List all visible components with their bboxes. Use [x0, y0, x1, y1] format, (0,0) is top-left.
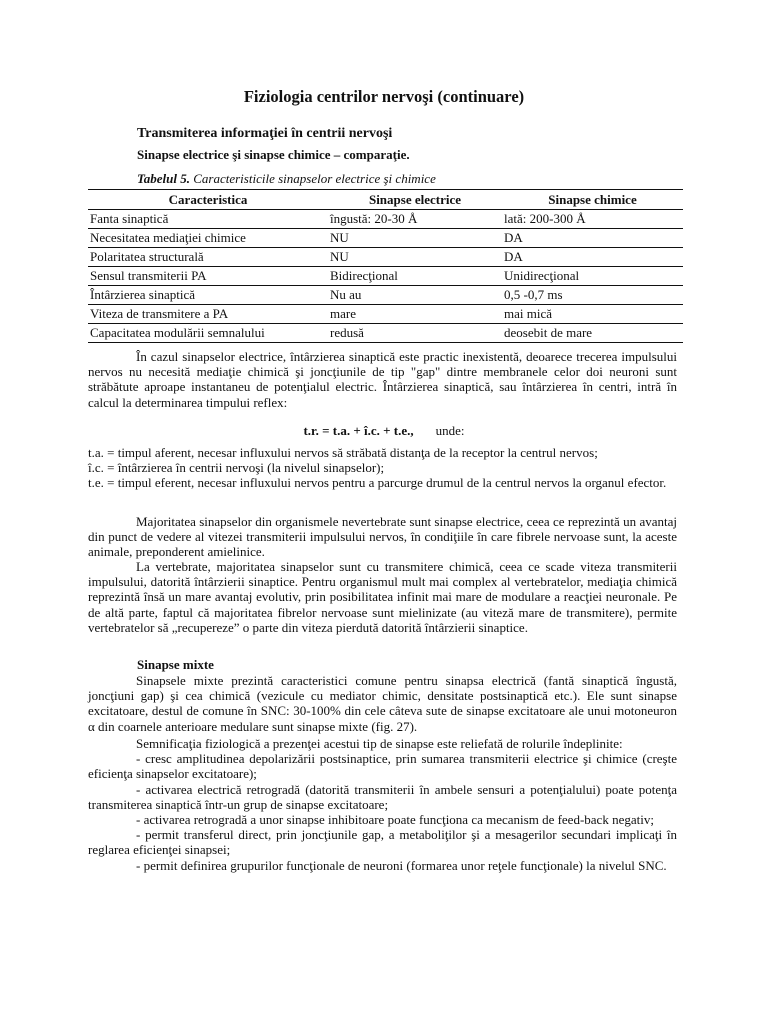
subheading-mixed-synapses: Sinapse mixte: [137, 657, 214, 672]
definition-ic: î.c. = întârzierea în centrii nervoşi (la nivelul sinapselor);: [88, 460, 385, 476]
table-row: [88, 305, 683, 324]
table-cell: NU: [328, 229, 502, 248]
header-chemical-synapses: Sinapse chimice: [502, 190, 683, 210]
paragraph-electric-delay: [88, 349, 677, 410]
table-cell: îngustă: 20-30 Å: [328, 210, 502, 229]
list-item: - activarea electrică retrogradă (datorită transmiterii în ambele sensuri a potenţialului) poate potenţa transmiterea sinaptică într-un grup de sinapse excitatoare;: [88, 781, 677, 812]
table-caption-text: Caracteristicile sinapselor electrice şi chimice: [193, 171, 436, 186]
table-cell: 0,5 -0,7 ms: [502, 286, 683, 305]
reflex-time-formula: [0, 423, 768, 439]
list-item: - activarea retrogradă a unor sinapse inhibitoare poate funcţiona ca mecanism de feed-back negativ;: [136, 812, 654, 828]
table-header-row: [88, 190, 683, 210]
table-cell: deosebit de mare: [502, 324, 683, 343]
table-row: [88, 324, 683, 343]
table-cell: DA: [502, 229, 683, 248]
table-cell: Bidirecţional: [328, 267, 502, 286]
list-item: - permit transferul direct, prin joncţiunile gap, a metaboliţilor şi a mesagerilor secundari implicaţi în reglarea eficienţei sinapsei;: [88, 827, 677, 858]
table-caption-label: Tabelul 5.: [137, 171, 190, 186]
formula-text: t.r. = t.a. + î.c. + t.e.,: [303, 423, 414, 438]
table-cell: lată: 200-300 Å: [502, 210, 683, 229]
definition-ta: t.a. = timpul aferent, necesar influxului nervos să străbată distanţa de la receptor la centrul nervos;: [88, 445, 598, 460]
header-characteristic: Caracteristica: [88, 190, 328, 210]
comparison-table: [88, 189, 683, 343]
paragraph-mixed-synapses: [88, 673, 677, 734]
table-cell: Necesitatea mediaţiei chimice: [88, 229, 328, 248]
table-cell: DA: [502, 248, 683, 267]
paragraph-text: Semnificaţia fiziologică a prezenţei acestui tip de sinapse este reliefată de rolurile îndeplinite:: [136, 736, 623, 751]
table-cell: mare: [328, 305, 502, 324]
table-cell: Întârzierea sinaptică: [88, 286, 328, 305]
paragraph-invertebrates: [88, 514, 677, 560]
list-item: - cresc amplitudinea depolarizării postsinaptice, prin sumarea transmiterii electrice şi chimice (creşte eficienţa sinapselor excitatoare);: [88, 751, 677, 782]
header-electric-synapses: Sinapse electrice: [328, 190, 502, 210]
paragraph-text: La vertebrate, majoritatea sinapselor sunt cu transmitere chimică, ceea ce scade viteza transmiterii impulsului, datorită întârzierii sinaptice. Pentru organismul mult mai complex al vertebratelor, mediaţia chimică reprezintă însă un mare avantaj evolutiv, prin posibilitatea infinit mai mare de modulare a reacţiei neuronale. Pe de altă parte, faptul că majoritatea fibrelor nervoase sunt mielinizate (au viteză mare de transmitere), permite vertebratelor să „recupereze” o parte din viteza pierdută datorită întârzierii sinaptice.: [88, 559, 677, 635]
paragraph-text: În cazul sinapselor electrice, întârzierea sinaptică este practic inexistentă, deoarece trecerea impulsului nervos nu necesită mediaţie chimică şi joncţiunile de tip "gap" dintre membranele celor doi neuroni sunt străbătute aproape instantaneu de potenţialul electric. Întârzierea sinaptică, sau întârzierea în centri, intră în calcul la determinarea timpului reflex:: [88, 349, 677, 410]
table-cell: mai mică: [502, 305, 683, 324]
table-cell: Unidirecţional: [502, 267, 683, 286]
formula-definitions: [88, 445, 677, 491]
table-cell: NU: [328, 248, 502, 267]
roles-list: [88, 736, 677, 873]
table-cell: Polaritatea structurală: [88, 248, 328, 267]
section-subheading: Sinapse electrice şi sinapse chimice – comparaţie.: [137, 147, 410, 162]
table-cell: Nu au: [328, 286, 502, 305]
section-heading: Transmiterea informaţiei în centrii nervoşi: [137, 126, 393, 141]
table-row: [88, 229, 683, 248]
paragraph-text: Majoritatea sinapselor din organismele nevertebrate sunt sinapse electrice, ceea ce reprezintă un avantaj din punct de vedere al vitezei transmiterii impulsului nervos, în condiţiile în care fibrele nervoase sunt, la aceste animale, preponderent amielinice.: [88, 514, 677, 560]
table-cell: Capacitatea modulării semnalului: [88, 324, 328, 343]
page-title: Fiziologia centrilor nervoşi (continuare): [243, 87, 525, 106]
list-item: - permit definirea grupurilor funcţionale de neuroni (formarea unor reţele funcţionale) la nivelul SNC.: [136, 857, 667, 873]
table-caption: [137, 171, 436, 187]
table-row: [88, 210, 683, 229]
table-cell: Sensul transmiterii PA: [88, 267, 328, 286]
table-row: [88, 286, 683, 305]
table-cell: redusă: [328, 324, 502, 343]
paragraph-vertebrates: [88, 559, 677, 635]
definition-te: t.e. = timpul eferent, necesar influxului nervos pentru a parcurge drumul de la centrul nervos la organul efector.: [88, 475, 667, 491]
table-row: [88, 267, 683, 286]
table-cell: Fanta sinaptică: [88, 210, 328, 229]
table-cell: Viteza de transmitere a PA: [88, 305, 328, 324]
formula-suffix: unde:: [435, 423, 465, 438]
paragraph-text: Sinapsele mixte prezintă caracteristici comune pentru sinapsa electrică (fantă sinaptică îngustă, joncţiuni gap) şi cea chimică (vezicule cu mediator chimic, densitate postsinaptică etc.). Ele sunt sinapse excitatoare, destul de comune în SNC: 30-100% din cele câteva sute de sinapse excitatoare ale unui motoneuron α din coarnele anterioare medulare sunt sinapse mixte (fig. 27).: [88, 673, 677, 734]
table-row: [88, 248, 683, 267]
